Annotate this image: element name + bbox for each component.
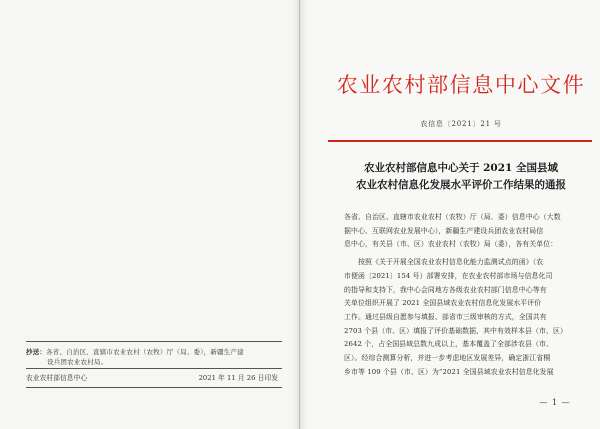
masthead: 农业农村部信息中心文件 bbox=[336, 73, 586, 97]
cc-block bbox=[26, 341, 282, 367]
red-divider-rule bbox=[328, 140, 592, 142]
body-line: 2703 个县（市、区）填报了评价基础数据，其中有效样本县（市、区） bbox=[344, 326, 567, 335]
body-line: 的指导和支持下，我中心会同地方各级农业农村部门信息中心等有 bbox=[344, 285, 547, 294]
salutation-line: 据中心、互联网农业发展中心），新疆生产建设兵团农业农村局信 bbox=[344, 226, 544, 235]
issue-date: 2021 年 11 月 26 日印发 bbox=[198, 374, 278, 382]
body-line: 工作。通过县级自愿参与填报、部省市三级审核的方式，全国共有 bbox=[344, 312, 547, 321]
salutation-line: 各省、自治区、直辖市农业农村（农牧）厅（局、委）信息中心（大数 bbox=[344, 213, 561, 221]
body-line: 关单位组织开展了 2021 全国县域农业农村信息化发展水平评价 bbox=[344, 299, 542, 308]
body-line: 2642 个，占全国县域总数九成以上，基本覆盖了全部涉农县（市、 bbox=[344, 340, 553, 349]
body-line: 区）。经综合测算分析，并进一步考虑地区发展差异，确定浙江省桐 bbox=[344, 354, 551, 363]
body-paragraph bbox=[344, 256, 588, 379]
cc-line1: 各省、自治区、直辖市农业农村（农牧）厅（局、委），新疆生产建 bbox=[46, 348, 244, 356]
salutation bbox=[344, 211, 588, 252]
cc-label: 抄送： bbox=[26, 348, 47, 356]
cc-line2: 设兵团农业农村局。 bbox=[47, 358, 108, 366]
salutation-line: 息中心，有关县（市、区）农业农村（农牧）局（委），各有关单位： bbox=[344, 240, 558, 249]
document-title bbox=[330, 160, 592, 194]
body-text bbox=[344, 211, 588, 379]
issuer: 农业农村部信息中心 bbox=[26, 374, 88, 382]
issue-block bbox=[26, 368, 282, 388]
body-line: 乡市等 109 个县（市、区）为“2021 全国县域农业农村信息化发展 bbox=[344, 367, 554, 376]
title-line-1: 农业农村部信息中心关于 2021 全国县域 bbox=[363, 162, 559, 174]
right-page bbox=[300, 0, 600, 429]
title-line-2: 农业农村信息化发展水平评价工作结果的通报 bbox=[356, 179, 566, 191]
body-line: 按照《关于开展全国农业农村信息化能力监测试点的函》（农 bbox=[344, 258, 544, 267]
page-number: — 1 — bbox=[539, 398, 571, 407]
doc-number: 农信息〔2021〕21 号 bbox=[420, 120, 502, 128]
body-line: 市便函〔2021〕154 号）部署安排，在农业农村部市场与信息化司 bbox=[344, 271, 553, 280]
